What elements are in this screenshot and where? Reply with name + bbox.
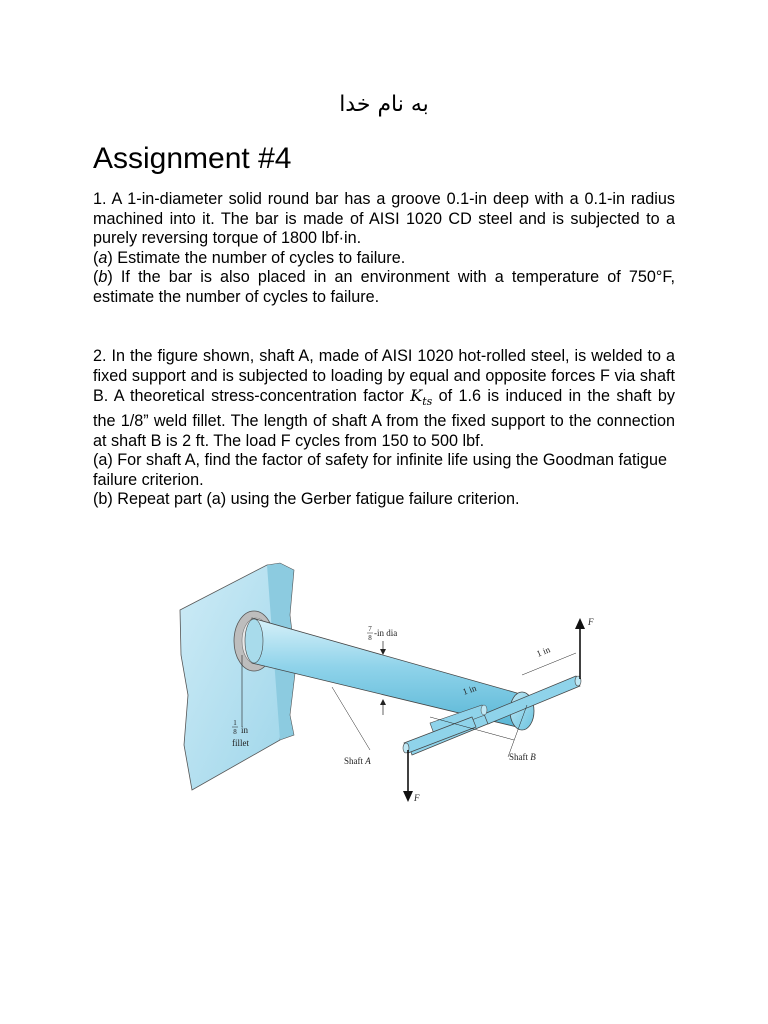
part-b-text: If the bar is also placed in an environment with a temperature of 750°F, estimate the number of cycles to failure. <box>93 268 675 306</box>
problem-1 <box>93 190 675 308</box>
problem-1-intro: 1. A 1-in-diameter solid round bar has a groove 0.1-in deep with a 0.1-in radius machined into it. The bar is made of AISI 1020 CD steel and is subjected to a purely reversing torque of 1800 lbf·in. <box>93 190 675 248</box>
shaft-diagram <box>172 545 612 810</box>
dia-label: -in dia <box>374 628 398 638</box>
dia-fraction-num: 7 <box>368 625 372 633</box>
shaft-figure <box>172 545 612 810</box>
part-a-text: Estimate the number of cycles to failure. <box>112 248 406 267</box>
k-subscript: ts <box>422 395 433 409</box>
problem-2-part-a: (a) For shaft A, find the factor of safety for infinite life using the Goodman fatigue failure criterion. <box>93 451 668 489</box>
page-title: Assignment #4 <box>93 142 292 175</box>
problem-2-intro-1: 2. In the figure shown, shaft A, made of AISI 1020 hot-rolled steel, is welded to a fixed support and is subjected to loading by equal and opposite forces F via shaft B. A theoretical stress-concentration factor <box>93 347 675 406</box>
shaft-b-label <box>509 752 536 762</box>
problem-2-part-b: (b) Repeat part (a) using the Gerber fatigue failure criterion. <box>93 490 520 509</box>
dim-1in-b: 1 in <box>535 644 552 659</box>
dia-fraction-den: 8 <box>368 634 372 642</box>
fillet-fraction-den: 8 <box>233 728 237 736</box>
dim-1in-a: 1 in <box>461 682 478 697</box>
force-down-arrow <box>403 791 413 802</box>
fillet-fraction-num: 1 <box>233 719 237 727</box>
force-bottom-label: F <box>414 793 420 803</box>
force-top-label: F <box>588 617 594 627</box>
problem-1-part-b: (b) If the bar is also placed in an environment with a temperature of 750°F, estimate the number of cycles to failure. <box>93 268 675 306</box>
basmala-header: به نام خدا <box>339 92 429 117</box>
force-up-arrow <box>575 618 585 629</box>
part-b-letter: b <box>98 268 108 287</box>
problem-2-intro <box>93 347 675 451</box>
shaft-a-letter: A <box>365 756 371 766</box>
part-a-letter: a <box>98 248 108 267</box>
fillet-label: fillet <box>232 738 249 748</box>
problem-1-part-a: (a) Estimate the number of cycles to failure. <box>93 248 406 267</box>
fillet-unit: in <box>241 725 249 735</box>
shaft-a-label <box>344 756 371 766</box>
k-symbol: K <box>410 386 423 406</box>
shaft-b-word: Shaft <box>509 752 531 762</box>
shaft-a-word: Shaft <box>344 756 366 766</box>
shaft-b-letter: B <box>530 752 536 762</box>
problem-2-intro-2: of 1.6 is induced in the shaft by the 1/8” weld fillet. The length of shaft A from the fixed support to the connection at shaft B is 2 ft. The load F cycles from 150 to 500 lbf. <box>93 387 676 450</box>
problem-2 <box>93 347 675 510</box>
